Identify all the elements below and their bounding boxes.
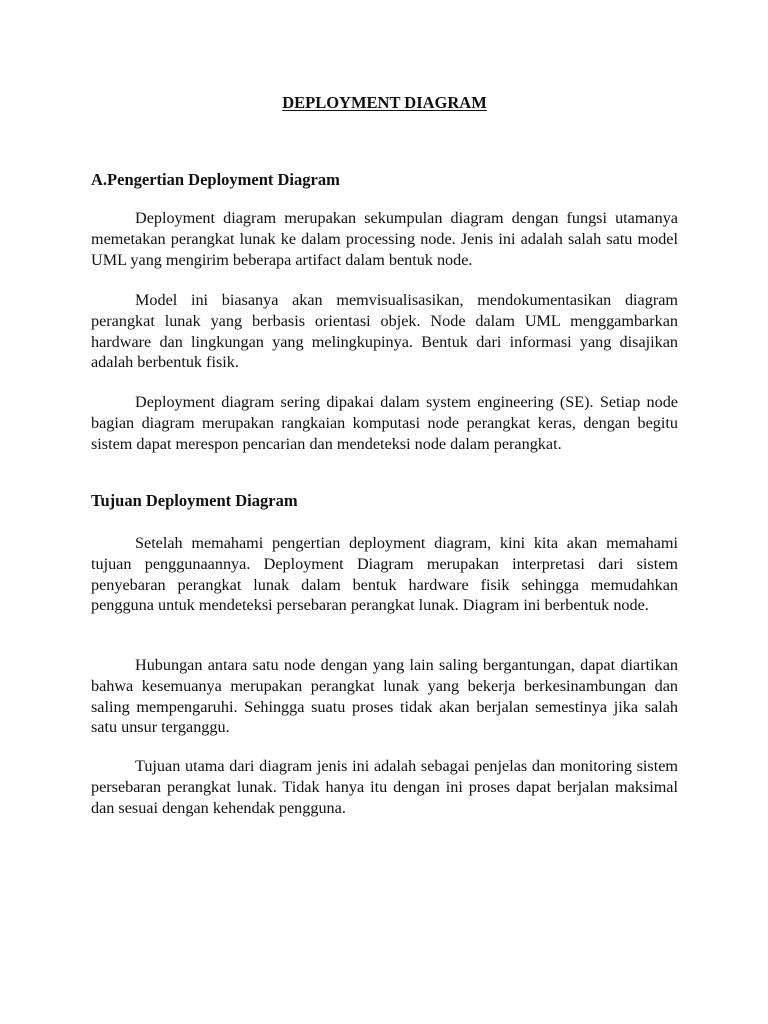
section-heading-tujuan: Tujuan Deployment Diagram <box>91 491 298 510</box>
paragraph: Hubungan antara satu node dengan yang lain saling bergantungan, dapat diartikan bahwa kesemuanya merupakan perangkat lunak yang bekerja berkesinambungan dan saling mempengaruhi. Sehingga suatu proses tidak akan berjalan semestinya jika salah satu unsur terganggu. <box>91 656 678 737</box>
paragraph: Deployment diagram sering dipakai dalam system engineering (SE). Setiap node bagian diagram merupakan rangkaian komputasi node perangkat keras, dengan begitu sistem dapat merespon pencarian dan mendeteksi node dalam perangkat. <box>91 393 678 453</box>
paragraph: Tujuan utama dari diagram jenis ini adalah sebagai penjelas dan monitoring sistem persebaran perangkat lunak. Tidak hanya itu dengan ini proses dapat berjalan maksimal dan sesuai dengan kehendak pengguna. <box>91 757 678 817</box>
paragraph: Model ini biasanya akan memvisualisasikan, mendokumentasikan diagram perangkat lunak yang berbasis orientasi objek. Node dalam UML menggambarkan hardware dan lingkungan yang melingkupinya. Bentuk dari informasi yang disajikan adalah berbentuk fisik. <box>91 291 678 372</box>
paragraph: Deployment diagram merupakan sekumpulan diagram dengan fungsi utamanya memetakan perangkat lunak ke dalam processing node. Jenis ini adalah salah satu model UML yang mengirim beberapa artifact dalam bentuk node. <box>91 209 678 269</box>
document-title: DEPLOYMENT DIAGRAM <box>282 93 487 112</box>
section-heading-pengertian: A.Pengertian Deployment Diagram <box>91 170 340 189</box>
paragraph: Setelah memahami pengertian deployment diagram, kini kita akan memahami tujuan penggunaannya. Deployment Diagram merupakan interpretasi dari sistem penyebaran perangkat lunak dalam bentuk hardware fisik sehingga memudahkan pengguna untuk mendeteksi persebaran perangkat lunak. Diagram ini berbentuk node. <box>91 534 678 615</box>
